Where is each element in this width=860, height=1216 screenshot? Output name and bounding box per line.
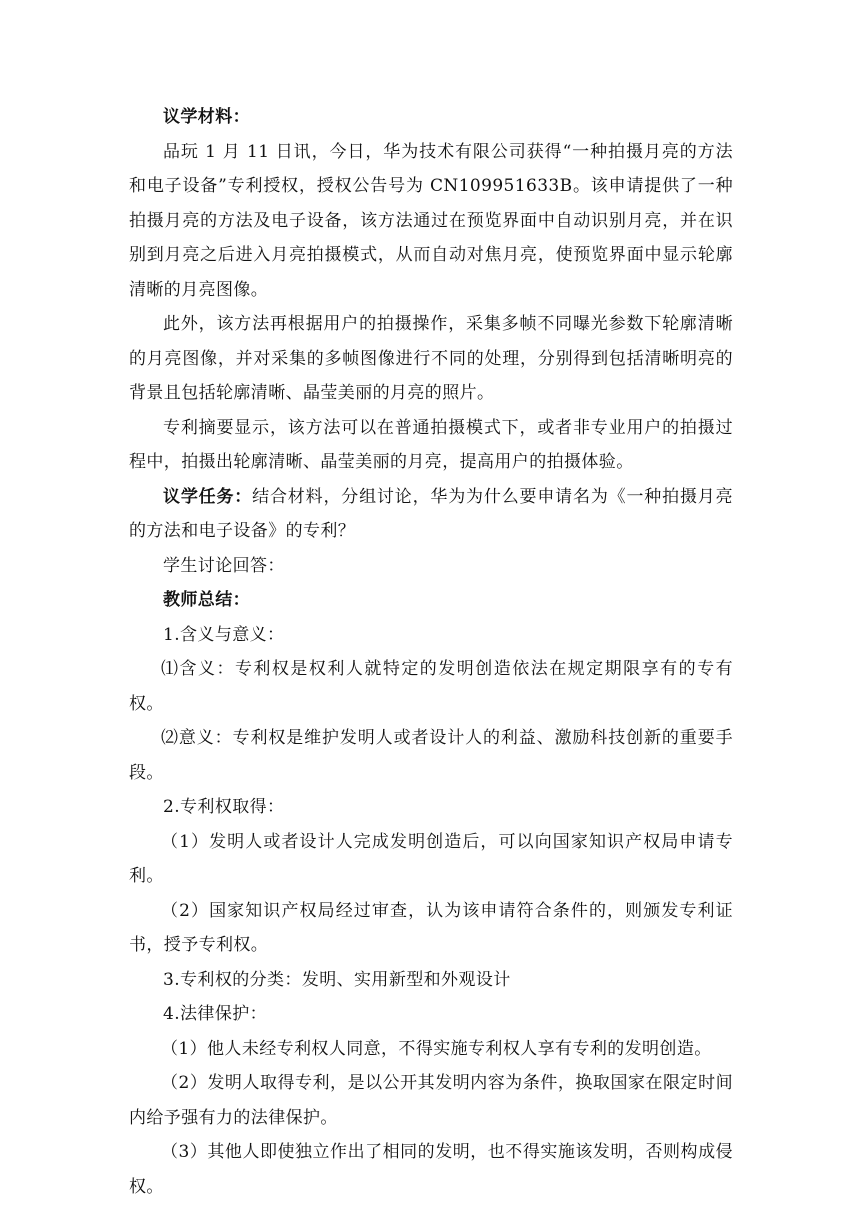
task-label: 议学任务： — [163, 486, 253, 507]
section-4-item-c: （3）其他人即使独立作出了相同的发明，也不得实施该发明，否则构成侵权。 — [129, 1142, 733, 1197]
discussion-line: 学生讨论回答： — [163, 555, 285, 576]
task-paragraph — [129, 480, 733, 549]
section-3-title: 3.专利权的分类：发明、实用新型和外观设计 — [163, 969, 511, 990]
section-2-item-b: （2）国家知识产权局经过审查，认为该申请符合条件的，则颁发专利证书，授予专利权。 — [129, 900, 733, 955]
section-1-item-a: ⑴含义：专利权是权利人就特定的发明创造依法在规定期限享有的专有权。 — [129, 659, 733, 714]
task-text: 结合材料，分组讨论，华为为什么要申请名为《一种拍摄月亮的方法和电子设备》的专利？ — [129, 486, 733, 541]
material-paragraph-1: 品玩 1 月 11 日讯，今日，华为技术有限公司获得“一种拍摄月亮的方法和电子设备”专利授权，授权公告号为 CN109951633B。该申请提供了一种拍摄月亮的方法及电子设备，该方法通过在预览界面中自动识别月亮，并在识别到月亮之后进入月亮拍摄模式，从而自动对焦月亮，使预览界面中显示轮廓清晰的月亮图像。 — [129, 141, 733, 300]
section-2-item-a: （1）发明人或者设计人完成发明创造后，可以向国家知识产权局申请专利。 — [129, 831, 733, 886]
material-paragraph-2: 此外，该方法再根据用户的拍摄操作，采集多帧不同曝光参数下轮廓清晰的月亮图像，并对采集的多帧图像进行不同的处理，分别得到包括清晰明亮的背景且包括轮廓清晰、晶莹美丽的月亮的照片。 — [129, 314, 733, 403]
section-4-title: 4.法律保护： — [163, 1004, 268, 1024]
section-2-title: 2.专利权取得： — [163, 797, 285, 817]
material-paragraph-3: 专利摘要显示，该方法可以在普通拍摄模式下，或者非专业用户的拍摄过程中，拍摄出轮廓清晰、晶莹美丽的月亮，提高用户的拍摄体验。 — [129, 417, 733, 472]
document-body — [129, 100, 733, 1204]
section-4-item-a: （1）他人未经专利权人同意，不得实施专利权人享有专利的发明创造。 — [161, 1038, 712, 1059]
section-1-title: 1.含义与意义： — [163, 624, 285, 645]
summary-heading: 教师总结： — [163, 590, 250, 610]
section-1-item-b: ⑵意义：专利权是维护发明人或者设计人的利益、激励科技创新的重要手段。 — [129, 728, 733, 783]
material-heading: 议学材料： — [163, 107, 250, 127]
section-4-item-b: （2）发明人取得专利，是以公开其发明内容为条件，换取国家在限定时间内给予强有力的法律保护。 — [129, 1073, 733, 1128]
